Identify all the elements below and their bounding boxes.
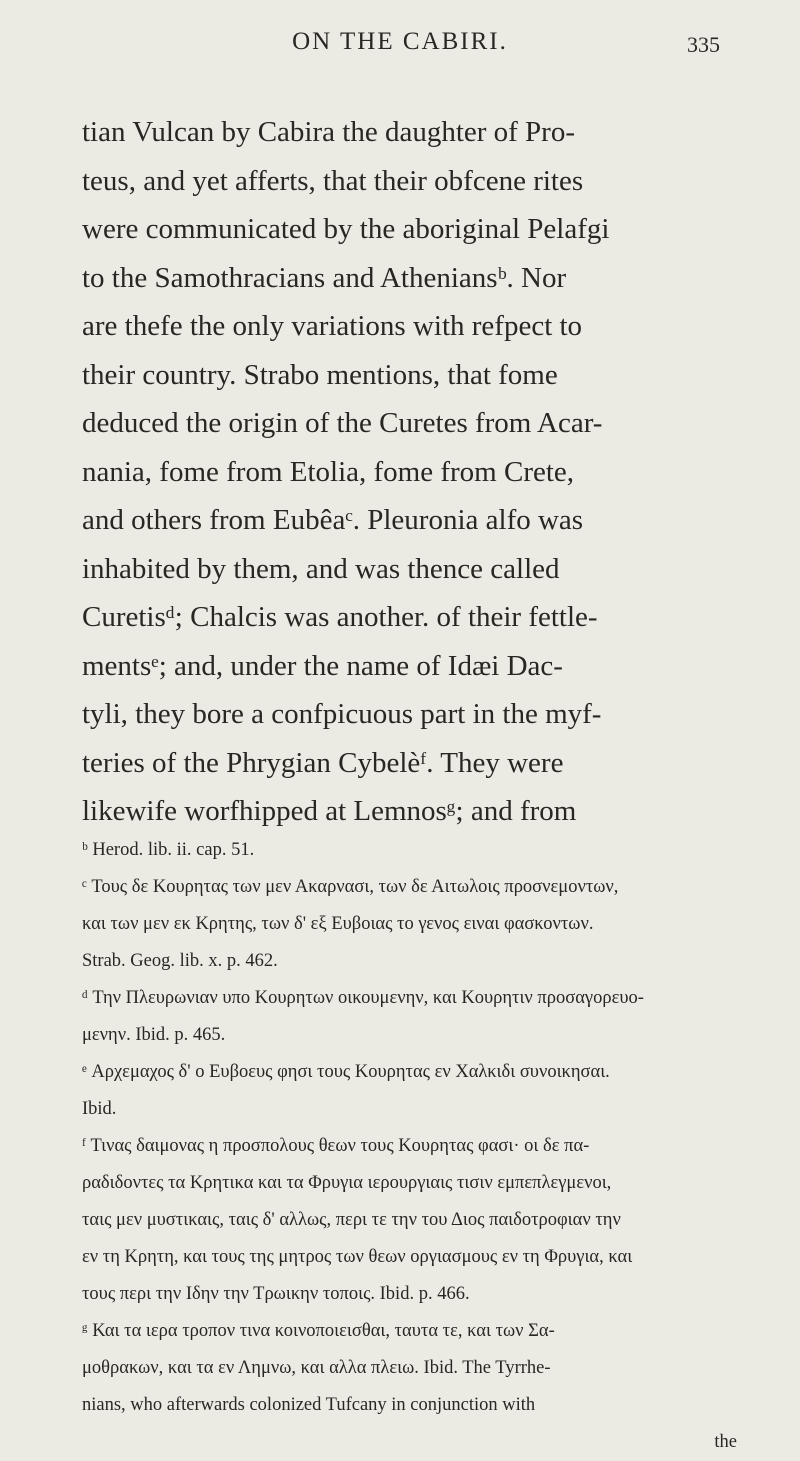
body-line: teries of the Phrygian Cybelèᶠ. They were	[82, 746, 564, 779]
body-line: and others from Eubêaᶜ. Pleuronia alfo was	[82, 504, 584, 536]
body-line: mentsᵉ; and, under the name of Idæi Dac-	[82, 649, 563, 682]
body-text	[82, 108, 737, 836]
footnote-line: ᵉ Αρχεμαχος δ' ο Ευβοευς φησι τους Κουρητας εν Χαλκιδι συνοικησαι.	[82, 1062, 610, 1082]
page-number: 335	[687, 32, 720, 57]
footnote-line: ᶜ Τους δε Κουρητας των μεν Ακαρνασι, των δε Αιτωλοις προσνεμοντων,	[82, 877, 619, 897]
body-line: nania, fome from Etolia, fome from Crete,	[82, 455, 575, 488]
footnote-line: Ibid.	[82, 1099, 117, 1119]
body-line: teus, and yet afferts, that their obfcene rites	[82, 164, 584, 197]
body-line: inhabited by them, and was thence called	[82, 552, 560, 585]
body-line: Curetisᵈ; Chalcis was another. of their fettle-	[82, 601, 598, 633]
footnote-line: και των μεν εκ Κρητης, των δ' εξ Ευβοιας το γενος ειναι φασκοντων.	[82, 914, 594, 934]
footnote-line: ταις μεν μυστικαις, ταις δ' αλλως, περι τε την του Διος παιδοτροφιαν την	[82, 1210, 621, 1230]
footnote-line: Strab. Geog. lib. x. p. 462.	[82, 951, 278, 971]
body-line: were communicated by the aboriginal Pelafgi	[82, 213, 610, 245]
footnote-line: ραδιδοντες τα Κρητικα και τα Φρυγια ιερουργιαις τισιν εμπεπλεγμενοι,	[82, 1173, 612, 1193]
footnote-line: ᵈ Την Πλευρωνιαν υπο Κουρητων οικουμενην, και Κουρητιν προσαγορευο-	[82, 988, 644, 1008]
body-line: to the Samothracians and Atheniansᵇ. Nor	[82, 261, 567, 294]
footnote-line: ᵇ Herod. lib. ii. cap. 51.	[82, 840, 255, 860]
body-line: likewife worfhipped at Lemnosᵍ; and from	[82, 795, 577, 827]
body-line: deduced the origin of the Curetes from Acar-	[82, 407, 603, 439]
footnote-line: εν τη Κρητη, και τους της μητρος των θεων οργιασμους εν τη Φρυγια, και	[82, 1247, 633, 1267]
body-line: tian Vulcan by Cabira the daughter of Pro-	[82, 116, 575, 148]
footnote-line: ᵍ Και τα ιερα τροπον τινα κοινοποιεισθαι, ταυτα τε, και των Σα-	[82, 1321, 555, 1341]
footnotes	[82, 832, 737, 1461]
body-line: are thefe the only variations with refpect to	[82, 310, 583, 342]
footnote-line: μενην. Ibid. p. 465.	[82, 1025, 226, 1045]
body-line: tyli, they bore a confpicuous part in the myf-	[82, 698, 602, 730]
body-line: their country. Strabo mentions, that fome	[82, 358, 558, 391]
footnote-line: μοθρακων, και τα εν Λημνω, και αλλα πλειω. Ibid. The Tyrrhe-	[82, 1358, 551, 1378]
running-head	[0, 28, 800, 68]
running-title: ON THE CABIRI.	[292, 28, 508, 55]
footnote-line: nians, who afterwards colonized Tufcany in conjunction with	[82, 1395, 536, 1415]
footnote-line: the	[714, 1432, 737, 1452]
footnote-line: τους περι την Ιδην την Τρωικην τοποις. Ibid. p. 466.	[82, 1284, 470, 1304]
footnote-line: ᶠ Τινας δαιμονας η προσπολους θεων τους Κουρητας φασι· οι δε πα-	[82, 1136, 590, 1156]
